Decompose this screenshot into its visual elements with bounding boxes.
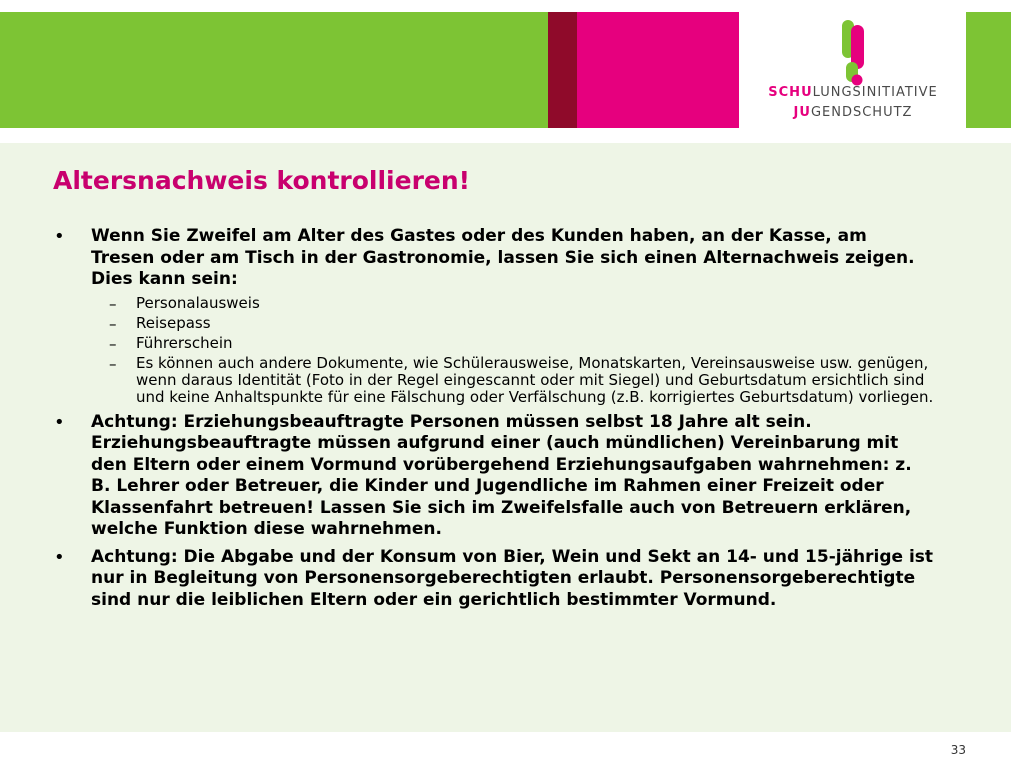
bullet-text: Achtung: Die Abgabe und der Konsum von Bier, Wein und Sekt an 14- und 15-jährige ist nur in Begleitung von Personensorgeberechtigten erlaubt. Personensorgeberechtigte sind nur die leiblichen Eltern oder ein gerichtlich bestimmter Vormund.	[91, 546, 934, 610]
header-band-green-right	[966, 12, 1011, 128]
sub-item-reisepass	[91, 315, 934, 332]
exclamation-mark-logo-icon	[840, 20, 880, 90]
bullet-marker: •	[54, 226, 65, 247]
sub-item-text: Personalausweis	[136, 293, 260, 312]
dash-marker: –	[109, 334, 117, 353]
sub-item-other-documents	[91, 355, 934, 406]
bullet-list	[54, 226, 934, 617]
logo-text-line-2: JUGENDSCHUTZ	[793, 105, 913, 120]
schulungsinitiative-logo	[740, 12, 966, 128]
header-band-pink	[577, 12, 739, 128]
bullet-text: Achtung: Erziehungsbeauftragte Personen müssen selbst 18 Jahre alt sein. Erziehungsbeauftragte müssen aufgrund einer (auch mündlichen) Vereinbarung mit den Eltern oder einem Vormund vorübergehend Erziehungsaufgaben wahrnehmen: z. B. Lehrer oder Betreuer, die Kinder und Jugendliche im Rahmen einer Freizeit oder Klassenfahrt betreuen! Lassen Sie sich im Zweifelsfalle auch von Betreuern erklären, welche Funktion diese wahrnehmen.	[91, 411, 912, 539]
bullet-marker: •	[54, 411, 65, 433]
sub-item-text: Reisepass	[136, 313, 211, 332]
dash-marker: –	[109, 294, 117, 313]
sub-item-text: Führerschein	[136, 333, 233, 352]
bullet-marker: •	[54, 546, 65, 568]
bullet-item-age-doubt	[54, 226, 934, 406]
bullet-item-guardians	[54, 412, 934, 541]
sub-item-personalausweis	[91, 295, 934, 312]
logo-text-line-1: SCHULUNGSINITIATIVE	[768, 85, 938, 100]
sub-item-fuehrerschein	[91, 335, 934, 352]
bullet-text: Wenn Sie Zweifel am Alter des Gastes oder des Kunden haben, an der Kasse, am Tresen oder am Tisch in der Gastronomie, lassen Sie sich einen Alternachweis zeigen. Dies kann sein:	[91, 226, 915, 289]
sub-item-text: Es können auch andere Dokumente, wie Schülerausweise, Monatskarten, Vereinsausweise usw. genügen, wenn daraus Identität (Foto in der Regel eingescannt oder mit Siegel) und Geburtsdatum ersichtlich sind und keine Anhaltspunkte für eine Fälschung oder Verfälschung (z.B. korrigiertes Geburtsdatum) vorliegen.	[136, 353, 934, 406]
dash-marker: –	[109, 314, 117, 333]
dash-marker: –	[109, 354, 117, 373]
header-band-dark-red	[548, 12, 577, 128]
slide-title: Altersnachweis kontrollieren!	[53, 166, 471, 195]
bullet-item-alcohol	[54, 547, 934, 612]
sub-list	[91, 295, 934, 406]
header-band-green-left	[0, 12, 548, 128]
page-number: 33	[950, 743, 966, 757]
